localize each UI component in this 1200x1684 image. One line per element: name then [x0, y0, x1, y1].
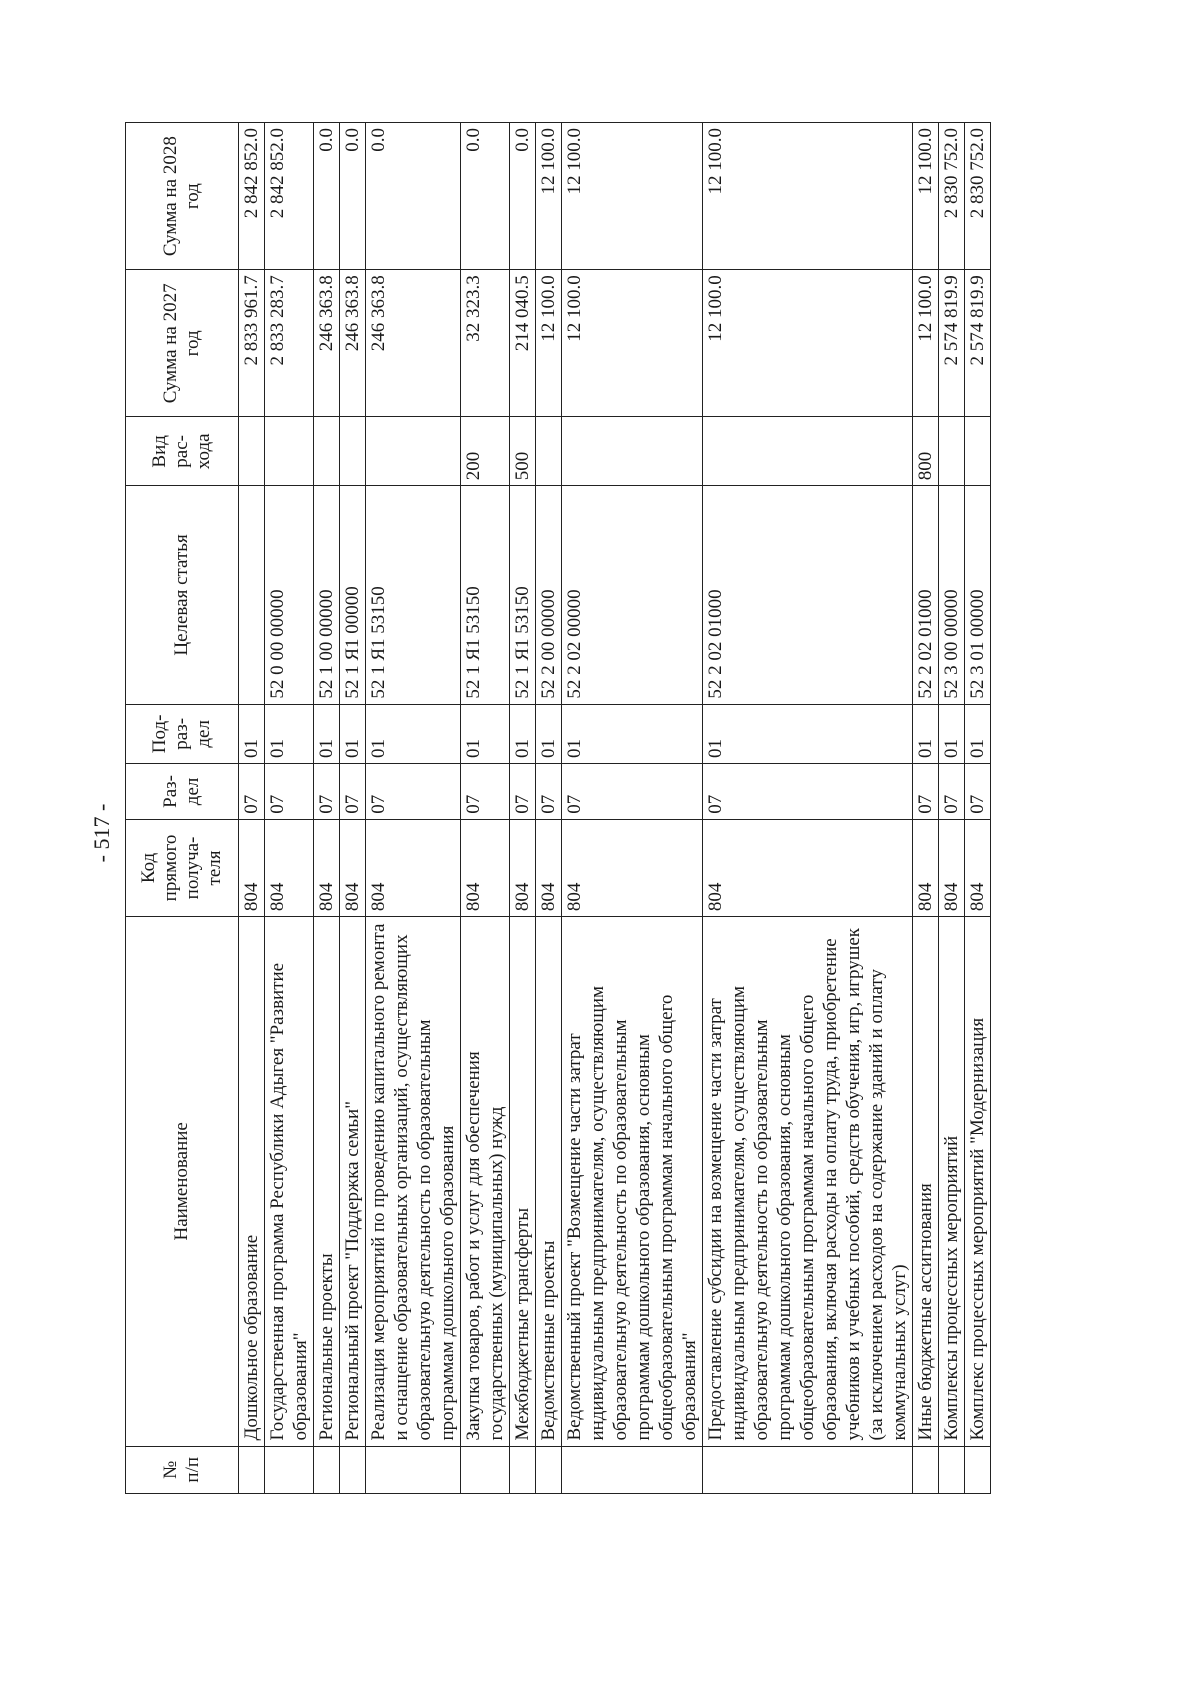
cell-name: Иные бюджетные ассигнования [913, 917, 939, 1446]
cell-expense: 200 [461, 417, 510, 486]
cell-sum-2027: 246 363.8 [314, 270, 340, 417]
cell-section: 07 [703, 764, 913, 820]
cell-expense [265, 417, 314, 486]
header-target: Целевая статья [126, 486, 239, 704]
cell-expense [239, 417, 265, 486]
budget-table [125, 122, 991, 1494]
cell-no [536, 1446, 562, 1493]
cell-sum-2028: 12 100.0 [703, 123, 913, 270]
cell-sum-2027: 2 574 819.9 [939, 270, 965, 417]
table-row [913, 123, 939, 1494]
cell-expense [939, 417, 965, 486]
cell-no [265, 1446, 314, 1493]
header-row [126, 123, 239, 1494]
cell-recipient: 804 [510, 819, 536, 916]
cell-target: 52 2 00 00000 [536, 486, 562, 704]
cell-sum-2027: 2 574 819.9 [965, 270, 991, 417]
cell-section: 07 [239, 764, 265, 820]
cell-recipient: 804 [461, 819, 510, 916]
cell-name: Комплексы процессных мероприятий [939, 917, 965, 1446]
cell-target: 52 1 Я1 53150 [366, 486, 461, 704]
header-expense: Вид рас-хода [126, 417, 239, 486]
cell-subsection: 01 [239, 704, 265, 763]
cell-sum-2027: 32 323.3 [461, 270, 510, 417]
cell-sum-2028: 2 842 852.0 [265, 123, 314, 270]
cell-target: 52 1 Я1 53150 [510, 486, 536, 704]
header-section: Раз-дел [126, 764, 239, 820]
cell-expense [703, 417, 913, 486]
table-row [536, 123, 562, 1494]
cell-subsection: 01 [510, 704, 536, 763]
cell-recipient: 804 [703, 819, 913, 916]
cell-sum-2027: 2 833 283.7 [265, 270, 314, 417]
cell-target: 52 1 00 00000 [314, 486, 340, 704]
cell-target: 52 3 01 00000 [965, 486, 991, 704]
rotated-table-container [125, 122, 1067, 1494]
cell-subsection: 01 [913, 704, 939, 763]
cell-target: 52 2 02 01000 [913, 486, 939, 704]
cell-sum-2028: 12 100.0 [913, 123, 939, 270]
cell-sum-2027: 246 363.8 [340, 270, 366, 417]
cell-no [239, 1446, 265, 1493]
cell-sum-2028: 0.0 [314, 123, 340, 270]
cell-target [239, 486, 265, 704]
cell-name: Межбюджетные трансферты [510, 917, 536, 1446]
cell-sum-2028: 0.0 [510, 123, 536, 270]
cell-section: 07 [562, 764, 703, 820]
cell-section: 07 [461, 764, 510, 820]
cell-name: Закупка товаров, работ и услуг для обеспечения государственных (муниципальных) нужд [461, 917, 510, 1446]
cell-name: Региональные проекты [314, 917, 340, 1446]
header-sum-2028: Сумма на 2028 год [126, 123, 239, 270]
cell-name: Реализация мероприятий по проведению капитального ремонта и оснащение образовательных организаций, осуществляющих образовательную деятельность по образовательным программам дошкольного образования [366, 917, 461, 1446]
header-recipient: Код прямого получа-теля [126, 819, 239, 916]
cell-target: 52 3 00 00000 [939, 486, 965, 704]
cell-target: 52 2 02 00000 [562, 486, 703, 704]
table-row [562, 123, 703, 1494]
cell-section: 07 [510, 764, 536, 820]
cell-recipient: 804 [939, 819, 965, 916]
cell-expense [562, 417, 703, 486]
cell-expense [340, 417, 366, 486]
cell-recipient: 804 [314, 819, 340, 916]
cell-name: Ведомственные проекты [536, 917, 562, 1446]
cell-subsection: 01 [461, 704, 510, 763]
table-row [939, 123, 965, 1494]
cell-sum-2027: 214 040.5 [510, 270, 536, 417]
cell-sum-2027: 12 100.0 [562, 270, 703, 417]
table-row [461, 123, 510, 1494]
cell-no [366, 1446, 461, 1493]
cell-subsection: 01 [939, 704, 965, 763]
cell-expense [536, 417, 562, 486]
cell-target: 52 2 02 01000 [703, 486, 913, 704]
cell-subsection: 01 [965, 704, 991, 763]
cell-sum-2027: 12 100.0 [913, 270, 939, 417]
header-sum-2027: Сумма на 2027 год [126, 270, 239, 417]
cell-name: Комплекс процессных мероприятий "Модернизация [965, 917, 991, 1446]
cell-subsection: 01 [265, 704, 314, 763]
cell-sum-2027: 12 100.0 [536, 270, 562, 417]
cell-section: 07 [314, 764, 340, 820]
page-number: - 517 - [89, 803, 114, 863]
table-row [703, 123, 913, 1494]
cell-target: 52 1 Я1 00000 [340, 486, 366, 704]
cell-section: 07 [366, 764, 461, 820]
cell-name: Дошкольное образование [239, 917, 265, 1446]
cell-no [461, 1446, 510, 1493]
cell-no [939, 1446, 965, 1493]
cell-name: Предоставление субсидии на возмещение части затрат индивидуальным предпринимателям, осуществляющим образовательную деятельность по образовательным программам дошкольного образования, основным общеобразовательным программам начального общего образования, включая расходы на оплату труда, приобретение учебников и учебных пособий, средств обучения, игр, игрушек (за исключением расходов на содержание зданий и оплату коммунальных услуг) [703, 917, 913, 1446]
cell-sum-2028: 2 830 752.0 [939, 123, 965, 270]
cell-subsection: 01 [366, 704, 461, 763]
cell-recipient: 804 [265, 819, 314, 916]
cell-subsection: 01 [562, 704, 703, 763]
cell-name: Региональный проект "Поддержка семьи" [340, 917, 366, 1446]
cell-sum-2028: 2 842 852.0 [239, 123, 265, 270]
cell-sum-2028: 12 100.0 [562, 123, 703, 270]
cell-expense [314, 417, 340, 486]
cell-subsection: 01 [314, 704, 340, 763]
table-row [510, 123, 536, 1494]
table-row [265, 123, 314, 1494]
cell-expense: 500 [510, 417, 536, 486]
cell-sum-2028: 0.0 [366, 123, 461, 270]
table-row [965, 123, 991, 1494]
cell-sum-2028: 2 830 752.0 [965, 123, 991, 270]
table-row [340, 123, 366, 1494]
cell-target: 52 1 Я1 53150 [461, 486, 510, 704]
cell-section: 07 [913, 764, 939, 820]
cell-expense: 800 [913, 417, 939, 486]
cell-no [965, 1446, 991, 1493]
cell-sum-2028: 12 100.0 [536, 123, 562, 270]
cell-section: 07 [265, 764, 314, 820]
table-row [366, 123, 461, 1494]
cell-sum-2027: 12 100.0 [703, 270, 913, 417]
table-body [239, 123, 991, 1494]
cell-section: 07 [965, 764, 991, 820]
cell-recipient: 804 [340, 819, 366, 916]
cell-expense [366, 417, 461, 486]
cell-sum-2027: 246 363.8 [366, 270, 461, 417]
header-no: № п/п [126, 1446, 239, 1493]
cell-target: 52 0 00 00000 [265, 486, 314, 704]
cell-recipient: 804 [562, 819, 703, 916]
cell-recipient: 804 [239, 819, 265, 916]
header-name: Наименование [126, 917, 239, 1446]
cell-no [510, 1446, 536, 1493]
cell-sum-2028: 0.0 [340, 123, 366, 270]
cell-sum-2028: 0.0 [461, 123, 510, 270]
cell-name: Ведомственный проект "Возмещение части затрат индивидуальным предпринимателям, осуществляющим образовательную деятельность по образовательным программам дошкольного образования, основным общеобразовательным программам начального общего образования" [562, 917, 703, 1446]
cell-name: Государственная программа Республики Адыгея "Развитие образования" [265, 917, 314, 1446]
cell-no [340, 1446, 366, 1493]
cell-no [314, 1446, 340, 1493]
cell-section: 07 [939, 764, 965, 820]
cell-subsection: 01 [536, 704, 562, 763]
cell-no [562, 1446, 703, 1493]
cell-no [913, 1446, 939, 1493]
table-row [239, 123, 265, 1494]
cell-recipient: 804 [536, 819, 562, 916]
cell-subsection: 01 [340, 704, 366, 763]
cell-section: 07 [536, 764, 562, 820]
cell-sum-2027: 2 833 961.7 [239, 270, 265, 417]
cell-no [703, 1446, 913, 1493]
cell-expense [965, 417, 991, 486]
cell-recipient: 804 [965, 819, 991, 916]
cell-section: 07 [340, 764, 366, 820]
table-row [314, 123, 340, 1494]
cell-recipient: 804 [913, 819, 939, 916]
cell-subsection: 01 [703, 704, 913, 763]
cell-recipient: 804 [366, 819, 461, 916]
header-subsection: Под-раз-дел [126, 704, 239, 763]
